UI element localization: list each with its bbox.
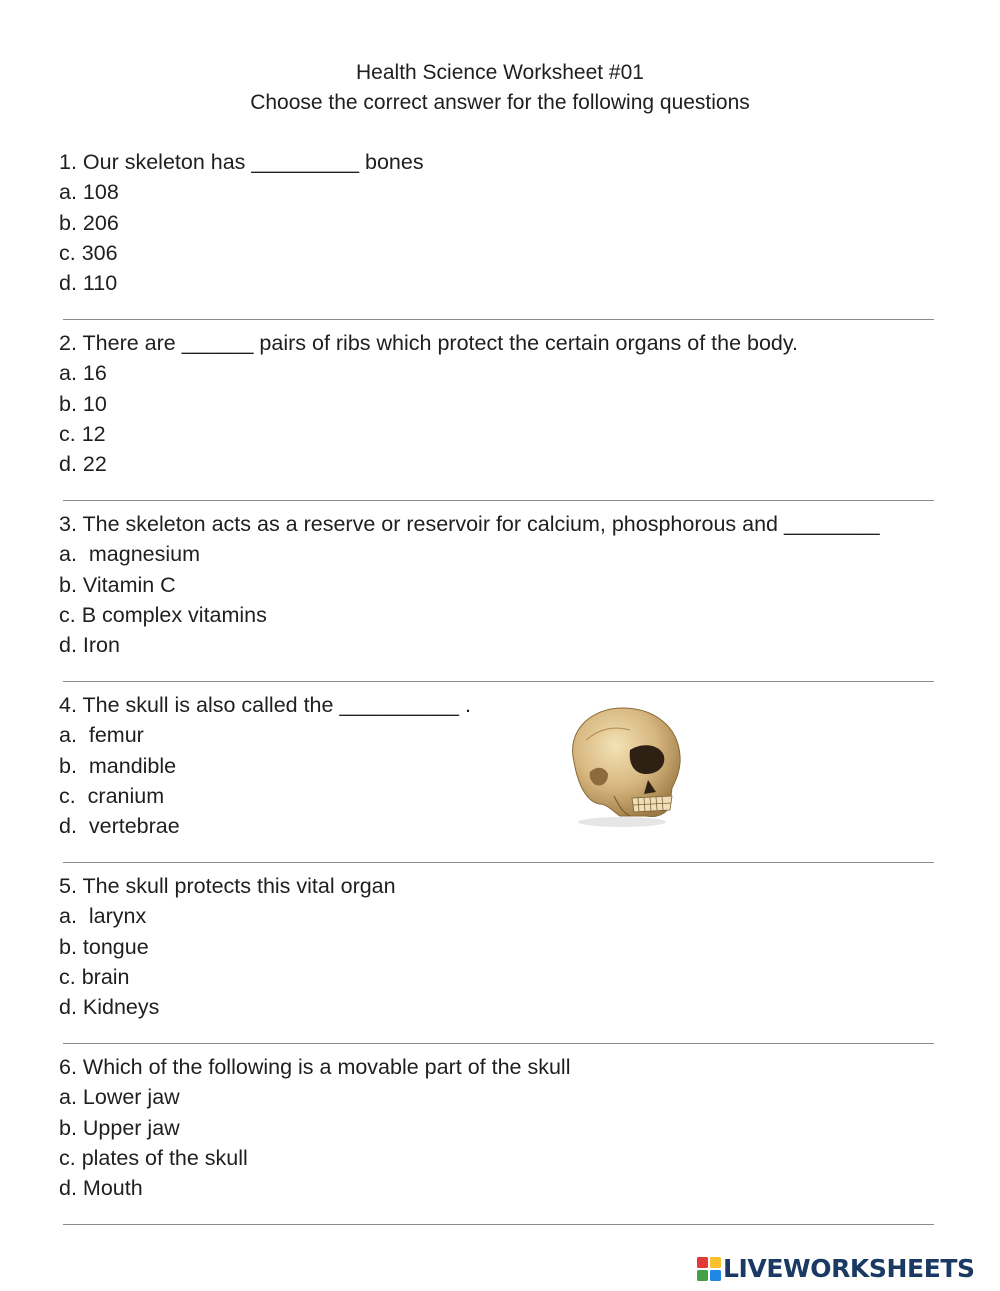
option-c[interactable]: c. plates of the skull [59,1145,248,1170]
divider [63,500,934,501]
option-b[interactable]: b. 10 [59,391,107,416]
worksheet-header [0,58,1000,118]
option-b[interactable]: b. Upper jaw [59,1115,180,1140]
option-b[interactable]: b. mandible [59,753,177,778]
brand-name: LIVEWORKSHEETS [723,1254,975,1283]
option-a[interactable]: a. larynx [59,904,147,929]
option-d[interactable]: d. Kidneys [59,995,160,1020]
option-c[interactable]: c. brain [59,964,130,989]
option-c[interactable]: c. cranium [59,783,165,808]
option-d[interactable]: d. vertebrae [59,814,180,839]
question-5 [59,871,959,1022]
option-a[interactable]: a. femur [59,723,144,748]
worksheet-title: Health Science Worksheet #01 [356,61,644,84]
option-d[interactable]: d. Iron [59,633,120,658]
option-c[interactable]: c. 12 [59,421,106,446]
question-1 [59,147,959,298]
option-a[interactable]: a. 16 [59,361,107,386]
worksheet-instruction: Choose the correct answer for the following questions [250,91,750,114]
liveworksheets-logo [697,1254,975,1284]
question-text: 4. The skull is also called the __________ . [59,693,471,717]
question-text: 6. Which of the following is a movable part of the skull [59,1055,571,1079]
question-text: 2. There are ______ pairs of ribs which protect the certain organs of the body. [59,331,798,355]
option-c[interactable]: c. 306 [59,240,118,265]
option-b[interactable]: b. tongue [59,934,149,959]
divider [63,319,934,320]
question-text: 5. The skull protects this vital organ [59,874,396,898]
option-b[interactable]: b. 206 [59,210,119,235]
question-text: 3. The skeleton acts as a reserve or reservoir for calcium, phosphorous and ________ [59,512,880,536]
question-3 [59,509,959,660]
divider [63,1224,934,1225]
question-text: 1. Our skeleton has _________ bones [59,150,424,174]
skull-image [560,700,690,830]
option-d[interactable]: d. 110 [59,271,118,296]
option-d[interactable]: d. Mouth [59,1176,143,1201]
option-a[interactable]: a. magnesium [59,542,201,567]
option-a[interactable]: a. Lower jaw [59,1085,180,1110]
option-d[interactable]: d. 22 [59,452,107,477]
divider [63,681,934,682]
option-a[interactable]: a. 108 [59,180,119,205]
question-6 [59,1052,959,1203]
blocks-icon [697,1257,721,1281]
option-c[interactable]: c. B complex vitamins [59,602,267,627]
question-4 [59,690,959,841]
divider [63,862,934,863]
option-b[interactable]: b. Vitamin C [59,572,176,597]
question-2 [59,328,959,479]
divider [63,1043,934,1044]
